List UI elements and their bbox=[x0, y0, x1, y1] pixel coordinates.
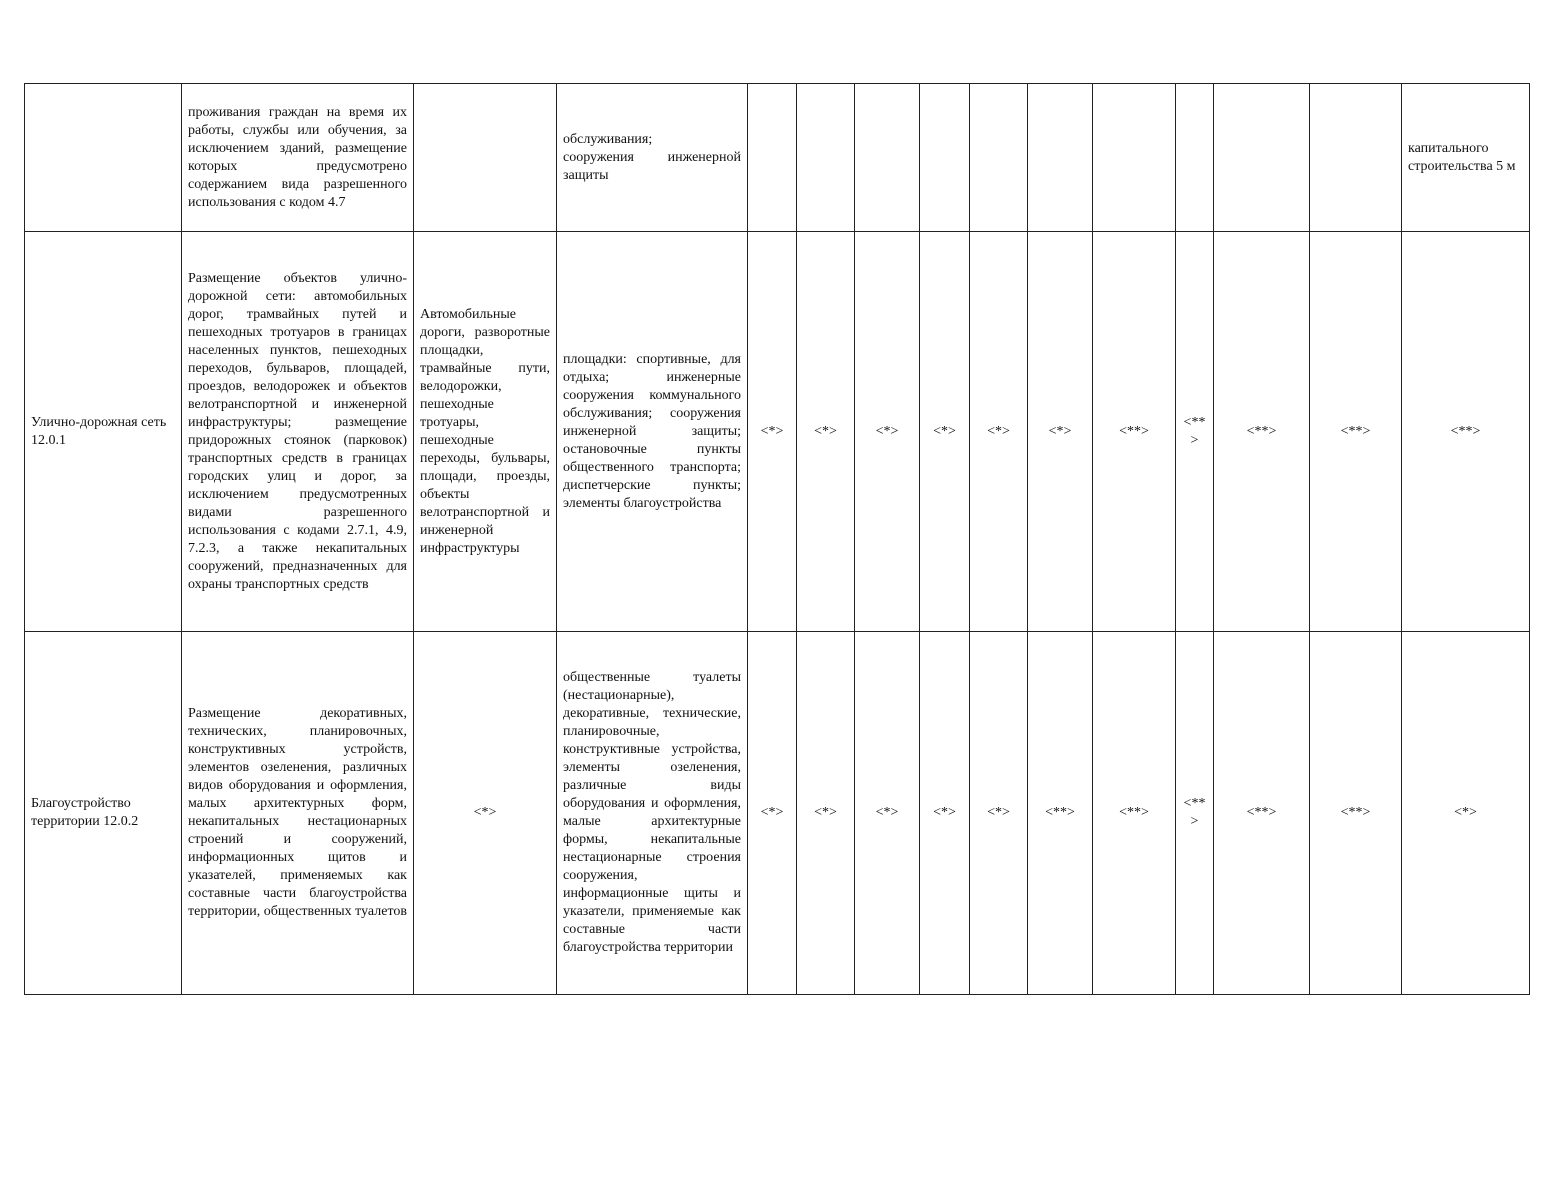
param-cell: <*> bbox=[970, 232, 1028, 632]
param-cell: <*> bbox=[748, 632, 797, 995]
param-cell: <**> bbox=[1214, 632, 1310, 995]
setback-cell: <**> bbox=[1402, 232, 1530, 632]
param-cell: <*> bbox=[797, 632, 855, 995]
table-row bbox=[25, 632, 1530, 995]
main-objects bbox=[414, 84, 557, 232]
aux-objects: обслуживания; сооружения инженерной защиты bbox=[557, 84, 748, 232]
use-type-description: Размещение декоративных, технических, планировочных, конструктивных устройств, элементов озеленения, различных видов оборудования и оформления, малых архитектурных форм, некапитальных нестационарных строений и сооружений, информационных щитов и указателей, применяемых как составные части благоустройства территории, общественных туалетов bbox=[182, 632, 414, 995]
use-type-name: Благоустройство территории 12.0.2 bbox=[25, 632, 182, 995]
param-cell bbox=[855, 84, 920, 232]
param-cell bbox=[920, 84, 970, 232]
param-cell: <*> bbox=[748, 232, 797, 632]
param-cell: <*> bbox=[1028, 232, 1093, 632]
param-cell: <*> bbox=[855, 632, 920, 995]
param-cell bbox=[1028, 84, 1093, 232]
zoning-table bbox=[24, 83, 1530, 995]
use-type-name: Улично-дорожная сеть 12.0.1 bbox=[25, 232, 182, 632]
param-cell bbox=[970, 84, 1028, 232]
setback-cell: капитального строительства 5 м bbox=[1402, 84, 1530, 232]
param-cell bbox=[748, 84, 797, 232]
param-cell: <*> bbox=[970, 632, 1028, 995]
param-cell bbox=[1310, 84, 1402, 232]
table-row bbox=[25, 232, 1530, 632]
param-cell: <**> bbox=[1176, 632, 1214, 995]
main-objects: Автомобильные дороги, разворотные площадки, трамвайные пути, велодорожки, пешеходные тротуары, пешеходные переходы, бульвары, площади, проезды, объекты велотранспортной и инженерной инфраструктуры bbox=[414, 232, 557, 632]
param-cell: <*> bbox=[920, 232, 970, 632]
use-type-name bbox=[25, 84, 182, 232]
main-objects: <*> bbox=[414, 632, 557, 995]
aux-objects: общественные туалеты (нестационарные), декоративные, технические, планировочные, конструктивные устройства, элементы озеленения, различные виды оборудования и оформления, малые архитектурные формы, некапитальные нестационарные строения сооружения, информационные щиты и указатели, применяемые как составные части благоустройства территории bbox=[557, 632, 748, 995]
setback-cell: <*> bbox=[1402, 632, 1530, 995]
param-cell: <**> bbox=[1093, 632, 1176, 995]
param-cell bbox=[797, 84, 855, 232]
param-cell: <*> bbox=[855, 232, 920, 632]
param-cell bbox=[1093, 84, 1176, 232]
param-cell: <*> bbox=[920, 632, 970, 995]
param-cell: <**> bbox=[1310, 632, 1402, 995]
param-cell bbox=[1176, 84, 1214, 232]
param-cell: <**> bbox=[1028, 632, 1093, 995]
param-cell: <**> bbox=[1310, 232, 1402, 632]
param-cell: <**> bbox=[1093, 232, 1176, 632]
param-cell: <**> bbox=[1176, 232, 1214, 632]
param-cell bbox=[1214, 84, 1310, 232]
use-type-description: проживания граждан на время их работы, службы или обучения, за исключением зданий, размещение которых предусмотрено содержанием вида разрешенного использования с кодом 4.7 bbox=[182, 84, 414, 232]
table-row bbox=[25, 84, 1530, 232]
param-cell: <**> bbox=[1214, 232, 1310, 632]
use-type-description: Размещение объектов улично-дорожной сети: автомобильных дорог, трамвайных путей и пешеходных тротуаров в границах населенных пунктов, пешеходных переходов, бульваров, площадей, проездов, велодорожек и объектов велотранспортной и инженерной инфраструктуры; размещение придорожных стоянок (парковок) транспортных средств в границах городских улиц и дорог, за исключением предусмотренных видами разрешенного использования с кодами 2.7.1, 4.9, 7.2.3, а также некапитальных сооружений, предназначенных для охраны транспортных средств bbox=[182, 232, 414, 632]
aux-objects: площадки: спортивные, для отдыха; инженерные сооружения коммунального обслуживания; сооружения инженерной защиты; остановочные пункты общественного транспорта; диспетчерские пункты; элементы благоустройства bbox=[557, 232, 748, 632]
param-cell: <*> bbox=[797, 232, 855, 632]
